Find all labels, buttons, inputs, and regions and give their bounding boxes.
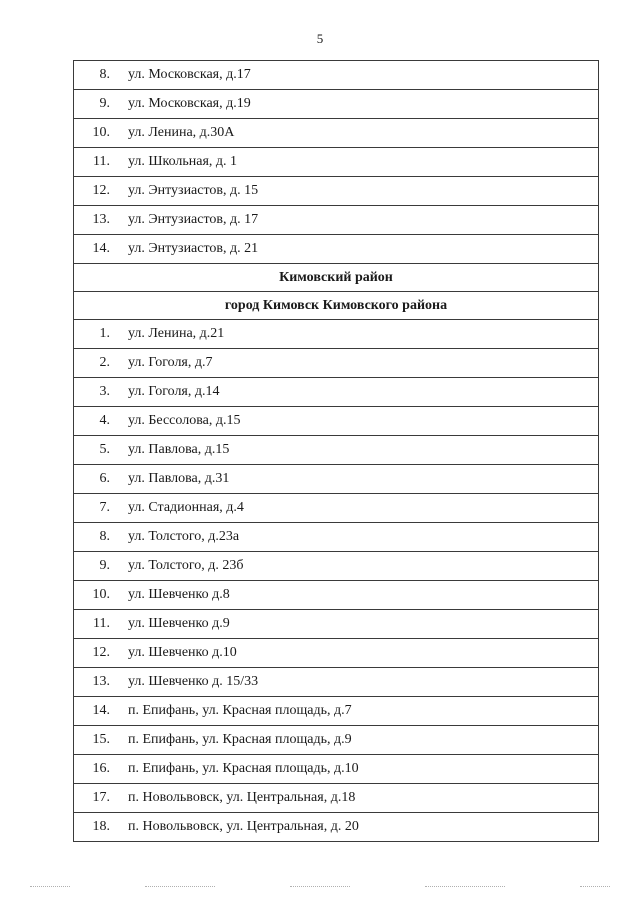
- row-number: 1.: [99, 326, 110, 341]
- table-row: [74, 407, 599, 436]
- scan-mark: [30, 886, 70, 888]
- table-row: [74, 668, 599, 697]
- table-row: [74, 349, 599, 378]
- row-number: 11.: [93, 154, 110, 169]
- row-address: п. Епифань, ул. Красная площадь, д.7: [128, 703, 352, 718]
- row-number: 13.: [92, 212, 110, 227]
- row-address: ул. Бессолова, д.15: [128, 413, 241, 428]
- table-row: [74, 320, 599, 349]
- row-address: ул. Гоголя, д.7: [128, 355, 213, 370]
- row-number: 14.: [92, 241, 110, 256]
- row-address: ул. Шевченко д.8: [128, 587, 230, 602]
- district-heading: Кимовский район: [74, 264, 599, 292]
- table-row: [74, 494, 599, 523]
- row-address: ул. Павлова, д.31: [128, 471, 230, 486]
- row-number: 8.: [99, 529, 110, 544]
- table-row: [74, 784, 599, 813]
- table-row: [74, 436, 599, 465]
- row-number: 2.: [99, 355, 110, 370]
- row-address: ул. Ленина, д.21: [128, 326, 225, 341]
- table-row: [74, 465, 599, 494]
- table-row: [74, 235, 599, 264]
- table-row: [74, 378, 599, 407]
- row-address: ул. Толстого, д. 23б: [128, 558, 244, 573]
- row-address: ул. Шевченко д. 15/33: [128, 674, 259, 689]
- row-number: 3.: [99, 384, 110, 399]
- row-address: ул. Толстого, д.23а: [128, 529, 240, 544]
- table-row: [74, 610, 599, 639]
- row-address: ул. Московская, д.17: [128, 67, 251, 82]
- row-address: ул. Шевченко д.9: [128, 616, 230, 631]
- row-address: п. Новольвовск, ул. Центральная, д. 20: [128, 819, 359, 834]
- table-row: [74, 552, 599, 581]
- city-heading-row: [74, 292, 599, 320]
- table-row: [74, 639, 599, 668]
- scan-artifact-marks: [30, 884, 610, 890]
- row-address: ул. Гоголя, д.14: [128, 384, 220, 399]
- table-row: [74, 697, 599, 726]
- row-address: ул. Ленина, д.30А: [128, 125, 235, 140]
- row-number: 8.: [99, 67, 110, 82]
- row-number: 13.: [92, 674, 110, 689]
- district-heading-row: [74, 264, 599, 292]
- scan-mark: [580, 886, 610, 888]
- row-address: ул. Школьная, д. 1: [128, 154, 238, 169]
- row-number: 9.: [99, 96, 110, 111]
- table-row: [74, 119, 599, 148]
- table-row: [74, 523, 599, 552]
- table-row: [74, 148, 599, 177]
- scan-mark: [425, 886, 505, 888]
- table-row: [74, 177, 599, 206]
- row-number: 5.: [99, 442, 110, 457]
- row-number: 4.: [99, 413, 110, 428]
- row-address: ул. Энтузиастов, д. 21: [128, 241, 259, 256]
- row-address: ул. Московская, д.19: [128, 96, 251, 111]
- row-number: 15.: [92, 732, 110, 747]
- row-address: п. Новольвовск, ул. Центральная, д.18: [128, 790, 356, 805]
- row-number: 9.: [99, 558, 110, 573]
- table-row: [74, 726, 599, 755]
- row-number: 10.: [92, 125, 110, 140]
- row-address: п. Епифань, ул. Красная площадь, д.9: [128, 732, 352, 747]
- scan-mark: [145, 886, 215, 888]
- row-number: 12.: [92, 183, 110, 198]
- row-address: ул. Шевченко д.10: [128, 645, 237, 660]
- row-address: ул. Стадионная, д.4: [128, 500, 244, 515]
- row-number: 6.: [99, 471, 110, 486]
- row-number: 10.: [92, 587, 110, 602]
- table-row: [74, 206, 599, 235]
- row-address: ул. Павлова, д.15: [128, 442, 230, 457]
- row-number: 18.: [92, 819, 110, 834]
- address-table-body: [74, 61, 599, 842]
- row-address: ул. Энтузиастов, д. 17: [128, 212, 259, 227]
- table-row: [74, 813, 599, 842]
- page-number: 5: [316, 31, 324, 46]
- scan-mark: [290, 886, 350, 888]
- row-number: 14.: [92, 703, 110, 718]
- row-number: 11.: [93, 616, 110, 631]
- row-number: 17.: [92, 790, 110, 805]
- city-heading: город Кимовск Кимовского района: [74, 292, 599, 320]
- row-number: 12.: [92, 645, 110, 660]
- table-row: [74, 581, 599, 610]
- address-table: [73, 60, 599, 842]
- table-row: [74, 755, 599, 784]
- table-row: [74, 90, 599, 119]
- table-row: [74, 61, 599, 90]
- row-number: 16.: [92, 761, 110, 776]
- row-address: п. Епифань, ул. Красная площадь, д.10: [128, 761, 359, 776]
- row-address: ул. Энтузиастов, д. 15: [128, 183, 259, 198]
- row-number: 7.: [99, 500, 110, 515]
